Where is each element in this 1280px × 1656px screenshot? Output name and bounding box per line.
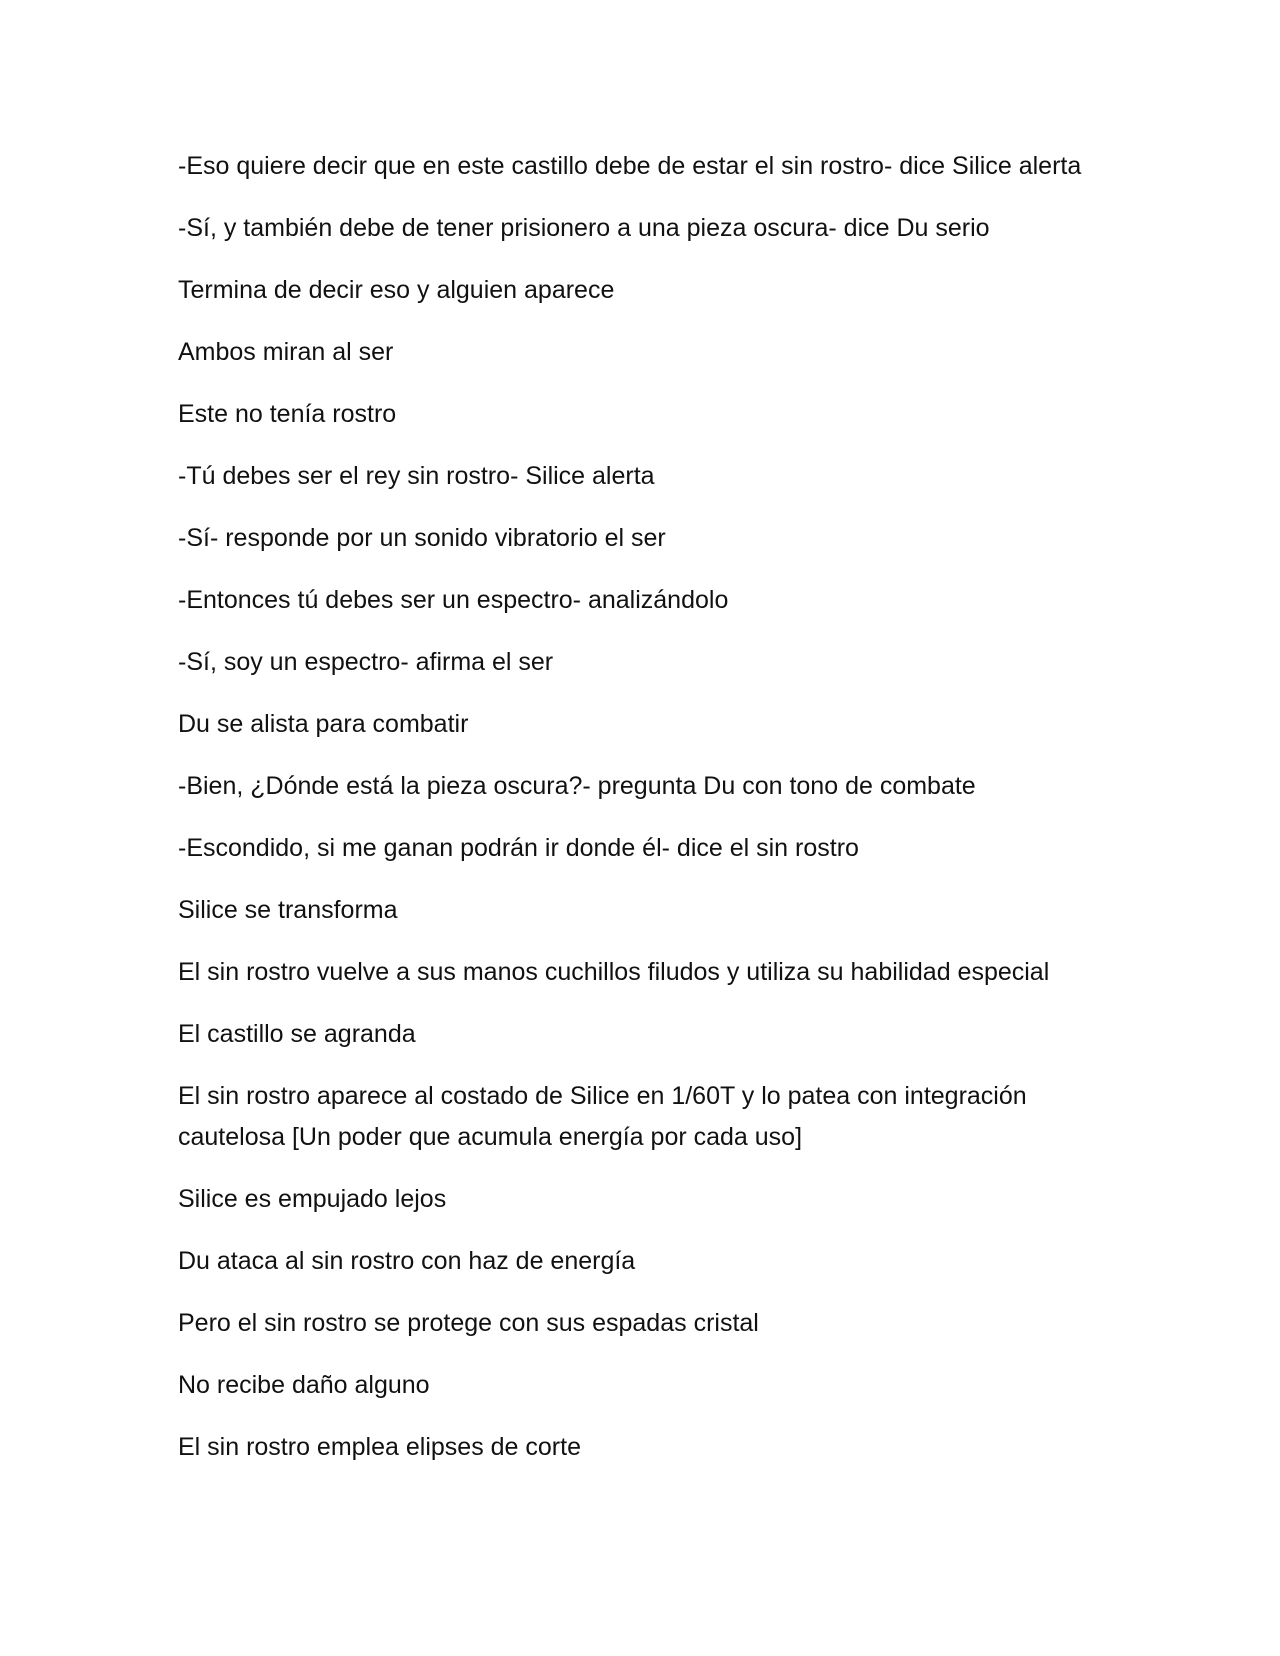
- paragraph: -Entonces tú debes ser un espectro- analizándolo: [178, 586, 729, 614]
- paragraph: El sin rostro vuelve a sus manos cuchillos filudos y utiliza su habilidad especial: [178, 958, 1050, 986]
- paragraph: -Sí, soy un espectro- afirma el ser: [178, 648, 554, 676]
- paragraph: Termina de decir eso y alguien aparece: [178, 276, 615, 304]
- paragraph: Este no tenía rostro: [178, 400, 397, 428]
- paragraph: -Bien, ¿Dónde está la pieza oscura?- pregunta Du con tono de combate: [178, 772, 976, 800]
- paragraph: Silice se transforma: [178, 896, 398, 924]
- paragraph: -Sí, y también debe de tener prisionero a una pieza oscura- dice Du serio: [178, 214, 990, 242]
- paragraph: El castillo se agranda: [178, 1020, 416, 1048]
- paragraph: Ambos miran al ser: [178, 338, 394, 366]
- paragraph: No recibe daño alguno: [178, 1371, 430, 1399]
- paragraph: El sin rostro aparece al costado de Silice en 1/60T y lo patea con integración cautelosa [Un poder que acumula energía por cada uso]: [178, 1082, 1027, 1151]
- paragraph: -Tú debes ser el rey sin rostro- Silice alerta: [178, 462, 655, 490]
- paragraph: -Eso quiere decir que en este castillo debe de estar el sin rostro- dice Silice alerta: [178, 152, 1082, 180]
- document-body: [178, 146, 1118, 1489]
- paragraph: Du se alista para combatir: [178, 710, 469, 738]
- paragraph: El sin rostro emplea elipses de corte: [178, 1433, 581, 1461]
- paragraph: Du ataca al sin rostro con haz de energía: [178, 1247, 636, 1275]
- paragraph: -Sí- responde por un sonido vibratorio el ser: [178, 524, 666, 552]
- paragraph: Pero el sin rostro se protege con sus espadas cristal: [178, 1309, 759, 1337]
- paragraph: -Escondido, si me ganan podrán ir donde él- dice el sin rostro: [178, 834, 859, 862]
- paragraph: Silice es empujado lejos: [178, 1185, 447, 1213]
